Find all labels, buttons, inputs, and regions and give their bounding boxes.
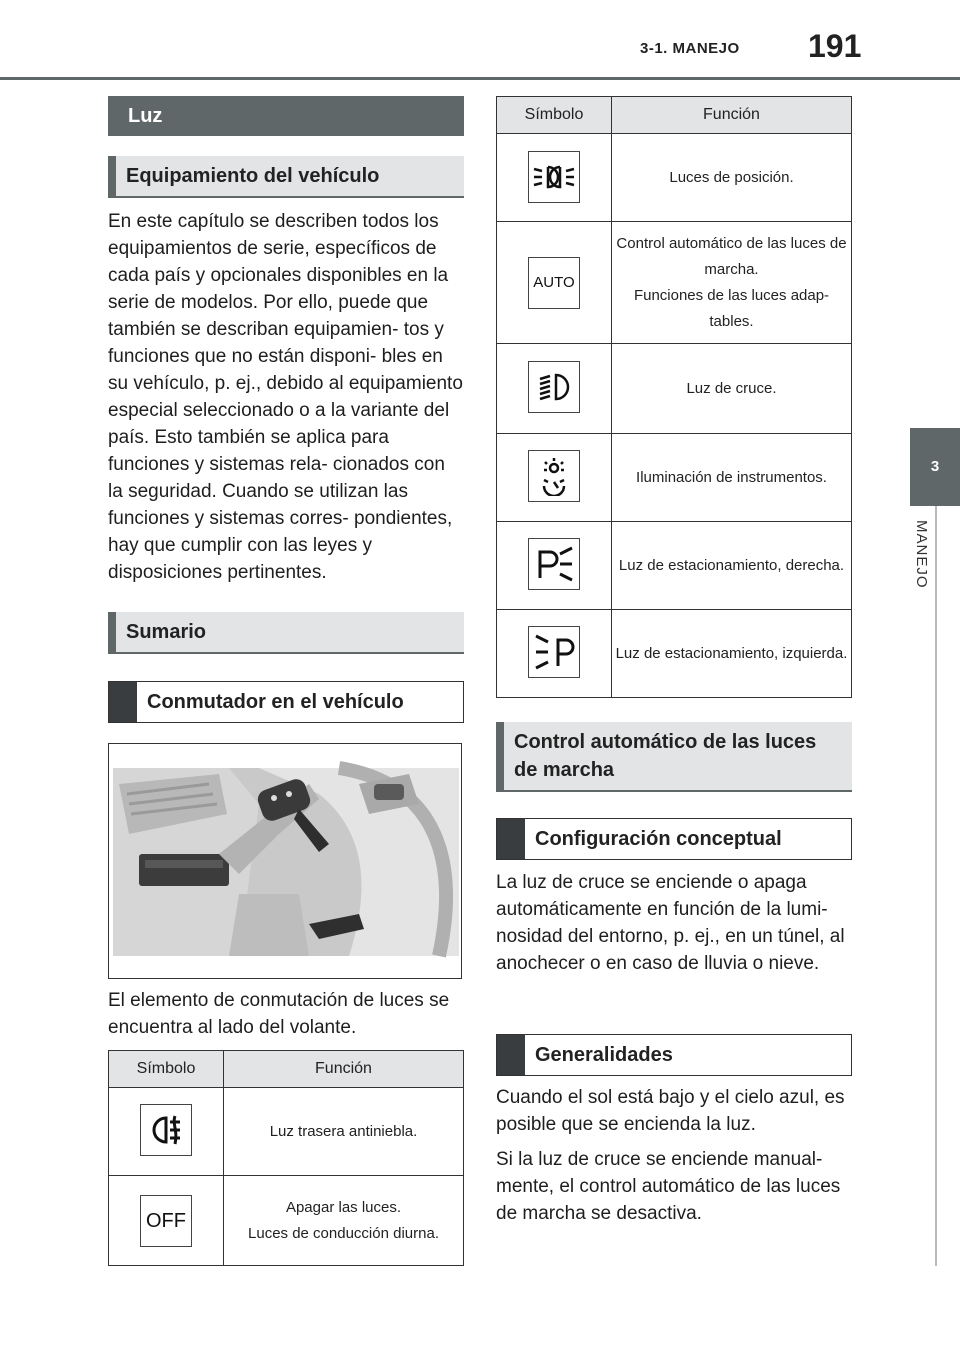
table-row — [497, 434, 852, 522]
symbol-cell — [497, 610, 612, 698]
heading-marker — [109, 682, 137, 722]
function-text: Luz de cruce. — [686, 379, 777, 397]
table-row — [497, 522, 852, 610]
table-row — [497, 222, 852, 344]
heading-marker — [497, 1035, 525, 1075]
function-text: Iluminación de instrumentos. — [636, 468, 827, 486]
function-cell — [612, 222, 852, 344]
table-row — [109, 1176, 464, 1266]
function-cell — [224, 1176, 464, 1266]
function-text: Funciones de las luces adap- tables. — [633, 286, 830, 330]
function-text: Control automático de las luces de marcha. — [616, 234, 847, 278]
function-cell — [612, 610, 852, 698]
auto-icon: AUTO — [528, 257, 580, 309]
heading-configuracion-text: Configuración conceptual — [535, 827, 782, 850]
symbol-cell — [109, 1088, 224, 1176]
heading-generalidades-text: Generalidades — [535, 1043, 673, 1066]
parking-light-left-icon — [528, 626, 580, 678]
configuracion-text — [496, 869, 852, 985]
low-beam-icon — [528, 361, 580, 413]
table-row — [109, 1088, 464, 1176]
heading-marker — [497, 819, 525, 859]
column-header-function: Función — [224, 1051, 464, 1088]
instrument-lighting-icon — [528, 450, 580, 502]
table-row — [497, 134, 852, 222]
chapter-line — [935, 506, 937, 1266]
function-text: Luz de estacionamiento, izquierda. — [615, 644, 848, 662]
equipamiento-text — [108, 208, 464, 594]
conmutador-text — [108, 987, 464, 1049]
page-number: 191 — [808, 28, 862, 64]
symbol-cell — [497, 522, 612, 610]
heading-equipamiento: Equipamiento del vehículo — [108, 156, 464, 198]
function-text: Luz trasera antiniebla. — [269, 1122, 418, 1140]
equipamiento-paragraph: En este capítulo se describen todos los equipamientos de serie, específicos de cada país y opcionales disponibles en la serie de modelos. Por ello, puede que también se describan equipamien- tos y funciones que no están disponi- bles en su vehículo, p. ej., debido al equipamiento especial seleccionado o a la variante del país. Esto también se aplica para funciones y sistemas rela- cionados con la seguridad. Cuando se utilizan las funciones y sistemas corres- pondientes, hay que cumplir con las leyes y disposiciones pertinentes. — [108, 211, 463, 583]
table-row — [497, 610, 852, 698]
heading-generalidades — [496, 1034, 852, 1076]
light-switch-illustration — [109, 744, 462, 979]
function-text: Apagar las luces. — [285, 1198, 402, 1216]
heading-sumario: Sumario — [108, 612, 464, 654]
section-title: 3-1. MANEJO — [640, 40, 740, 57]
generalidades-paragraph: Si la luz de cruce se enciende manual- mente, el control automático de las luces de marcha se desactiva. — [496, 1149, 841, 1224]
left-symbol-table — [108, 1050, 464, 1266]
function-text: Luz de estacionamiento, derecha. — [618, 556, 845, 574]
table-row — [497, 344, 852, 434]
heading-luz: Luz — [108, 96, 464, 136]
light-switch-photo — [108, 743, 462, 979]
chapter-number: 3 — [930, 458, 940, 475]
heading-conmutador-text: Conmutador en el vehículo — [147, 690, 404, 713]
symbol-cell — [497, 134, 612, 222]
heading-control-automatico: Control automático de las luces de marcha — [496, 722, 852, 792]
parking-light-right-icon — [528, 538, 580, 590]
function-text: Luces de conducción diurna. — [248, 1224, 439, 1242]
function-cell — [612, 134, 852, 222]
function-cell — [612, 434, 852, 522]
function-cell — [612, 344, 852, 434]
position-lights-icon — [528, 151, 580, 203]
table-header-row — [109, 1051, 464, 1088]
function-text: Luces de posición. — [669, 168, 794, 186]
symbol-cell — [497, 434, 612, 522]
generalidades-paragraph: Cuando el sol está bajo y el cielo azul, es posible que se encienda la luz. — [496, 1087, 845, 1135]
right-symbol-table — [496, 96, 852, 698]
rear-fog-light-icon — [140, 1104, 192, 1156]
symbol-cell — [109, 1176, 224, 1266]
header-rule — [0, 77, 960, 80]
symbol-cell — [497, 222, 612, 344]
chapter-label: MANEJO — [913, 520, 930, 589]
column-header-symbol: Símbolo — [497, 97, 612, 134]
heading-conmutador — [108, 681, 464, 723]
table-header-row — [497, 97, 852, 134]
function-cell — [224, 1088, 464, 1176]
heading-configuracion — [496, 818, 852, 860]
conmutador-paragraph: El elemento de conmutación de luces se encuentra al lado del volante. — [108, 990, 450, 1038]
symbol-cell — [497, 344, 612, 434]
off-icon: OFF — [140, 1195, 192, 1247]
column-header-symbol: Símbolo — [109, 1051, 224, 1088]
configuracion-paragraph: La luz de cruce se enciende o apaga automáticamente en función de la lumi- nosidad del entorno, p. ej., en un túnel, al anochecer o en caso de lluvia o nieve. — [496, 872, 845, 974]
function-cell — [612, 522, 852, 610]
generalidades-text — [496, 1084, 852, 1235]
column-header-function: Función — [612, 97, 852, 134]
